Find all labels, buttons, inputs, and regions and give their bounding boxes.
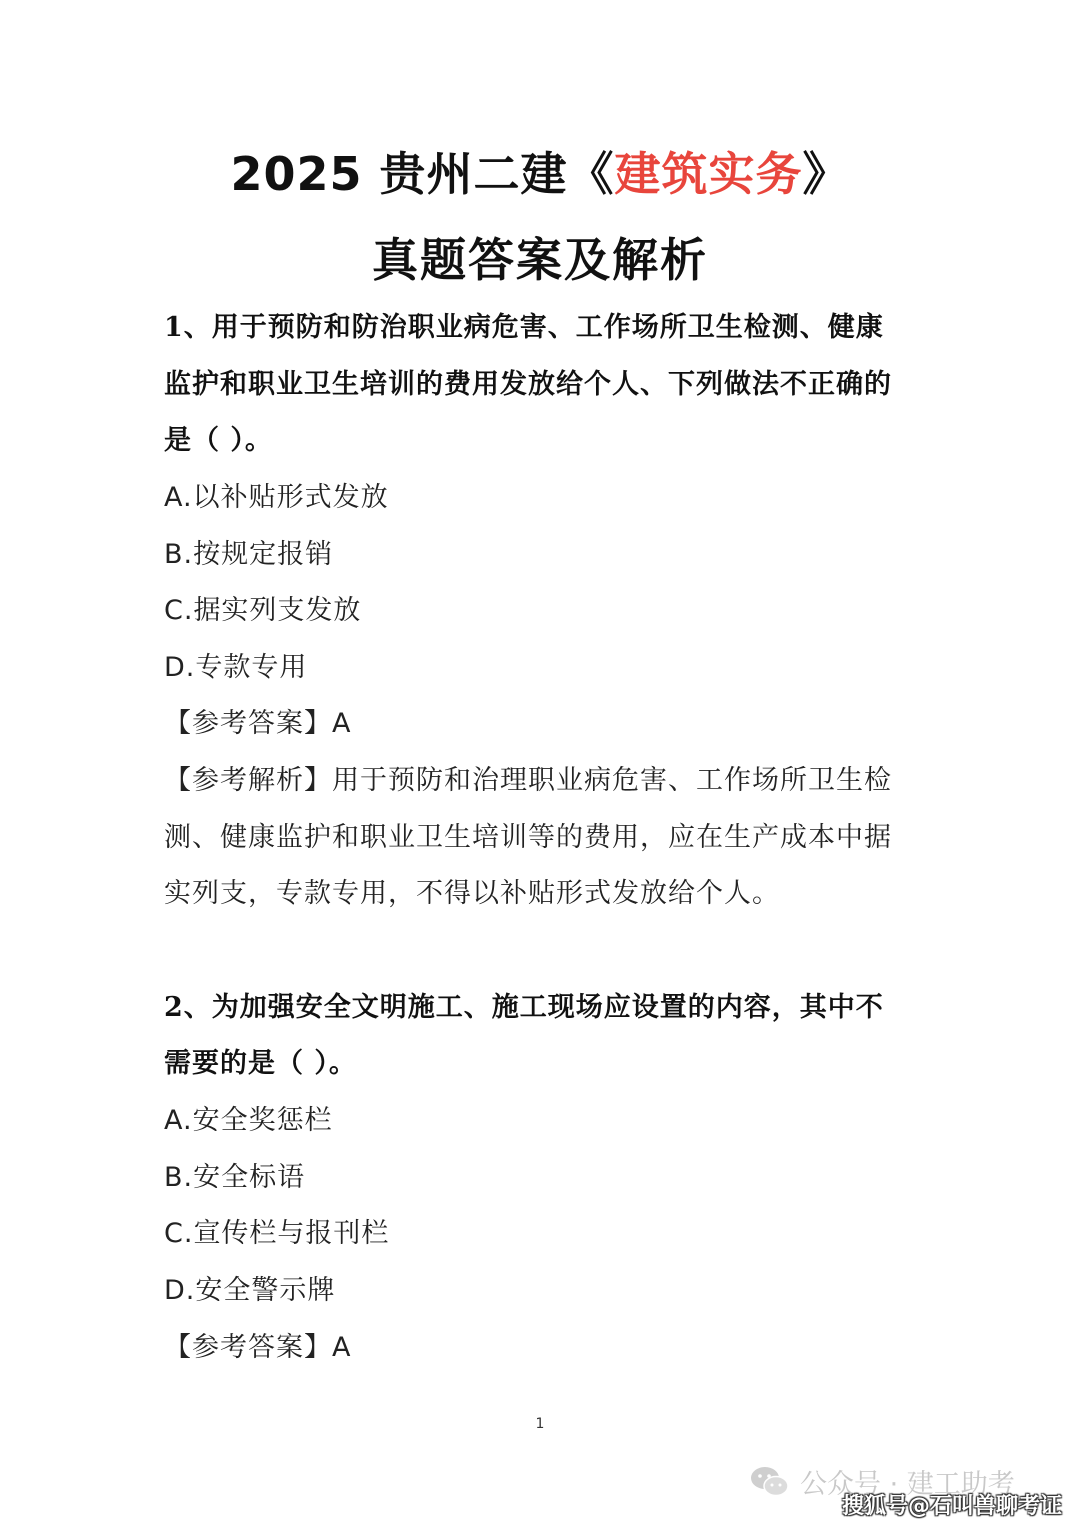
answer-label: 【参考答案】 <box>164 708 332 739</box>
option-text: 安全警示牌 <box>195 1275 336 1306</box>
option-letter: A. <box>164 482 193 513</box>
question-1-answer <box>164 704 924 744</box>
question-1-option-b <box>164 535 924 575</box>
option-letter: C. <box>164 595 194 626</box>
question-1-option-a <box>164 478 924 518</box>
title-prefix: 2025 贵州二建《 <box>230 147 615 201</box>
question-2-option-a <box>164 1101 924 1141</box>
option-letter: D. <box>164 1275 196 1306</box>
analysis-text: 用于预防和治理职业病危害、工作场所卫生检 <box>332 765 892 796</box>
question-1-stem-line-2: 监护和职业卫生培训的费用发放给个人、下列做法不正确的 <box>164 369 892 400</box>
option-text: 以补贴形式发放 <box>192 482 389 513</box>
page-number: 1 <box>535 1416 545 1432</box>
question-1-option-c <box>164 591 924 631</box>
question-2-option-c <box>164 1214 924 1254</box>
option-letter: D. <box>164 652 196 683</box>
question-1-analysis-line-1 <box>164 761 924 801</box>
document-title-line2: 真题答案及解析 <box>372 233 708 287</box>
question-1-stem-line-3: 是（ ）。 <box>164 425 273 456</box>
question-2-option-d <box>164 1271 924 1311</box>
answer-value: A <box>332 708 352 739</box>
answer-value: A <box>332 1332 352 1363</box>
option-letter: B. <box>164 539 194 570</box>
option-text: 安全标语 <box>193 1162 306 1193</box>
question-1-analysis-line-2: 测、健康监护和职业卫生培训等的费用，应在生产成本中据 <box>164 822 892 853</box>
option-text: 按规定报销 <box>193 539 334 570</box>
analysis-label: 【参考解析】 <box>164 765 332 796</box>
option-text: 据实列支发放 <box>193 595 362 626</box>
question-2-stem-line-2: 需要的是（ ）。 <box>164 1048 357 1079</box>
question-1-option-d <box>164 648 924 688</box>
question-1-stem-line-1: 1、用于预防和防治职业病危害、工作场所卫生检测、健康 <box>164 312 884 343</box>
question-2-answer <box>164 1328 924 1368</box>
option-text: 宣传栏与报刊栏 <box>193 1218 390 1249</box>
title-highlight: 建筑实务 <box>614 147 803 201</box>
document-title-line1 <box>0 142 1080 206</box>
question-1-analysis-line-3: 实列支，专款专用，不得以补贴形式发放给个人。 <box>164 878 780 909</box>
option-text: 专款专用 <box>195 652 308 683</box>
wechat-watermark-text: 公众号 · 建工助考 <box>800 1469 1015 1500</box>
question-2-stem-line-1: 2、为加强安全文明施工、施工现场应设置的内容，其中不 <box>164 992 884 1023</box>
option-text: 安全奖惩栏 <box>192 1105 333 1136</box>
question-2-option-b <box>164 1158 924 1198</box>
answer-label: 【参考答案】 <box>164 1332 332 1363</box>
title-suffix: 》 <box>802 147 850 201</box>
option-letter: B. <box>164 1162 194 1193</box>
option-letter: C. <box>164 1218 194 1249</box>
option-letter: A. <box>164 1105 193 1136</box>
sohu-watermark: 搜狐号@石叫兽聊考证 <box>842 1494 1063 1519</box>
wechat-icon <box>750 1465 790 1499</box>
